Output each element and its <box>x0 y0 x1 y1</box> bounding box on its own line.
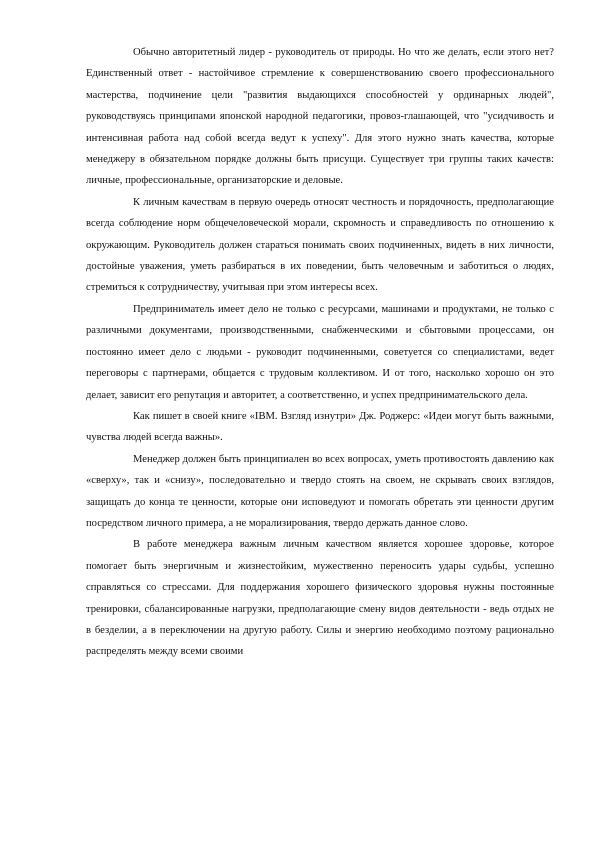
paragraph-authority: Обычно авторитетный лидер - руководитель от природы. Но что же делать, если этого нет? Единственный ответ - настойчивое стремление к совершенствованию своего профессионального мастерства, подчинение цели "развития выдающихся способностей у ординарных людей", руководствуясь принципами японской народной педагогики, провоз-глашающей, что "усидчивость и интенсивная работа над собой всегда ведут к успеху". Для этого нужно знать качества, которые менеджеру в обязательном порядке должны быть присущи. Существует три группы таких качеств: личные, профессиональные, организаторские и деловые. <box>86 47 554 187</box>
paragraph-health: В работе менеджера важным личным качеством является хорошее здоровье, которое помогает быть энергичным и жизнестойким, мужественно переносить удары судьбы, успешно справляться со стрессами. Для поддержания хорошего физического здоровья нужны постоянные тренировки, сбалансированные нагрузки, предполагающие смену видов деятельности - ведь отдых не в безделии, а в переключении на другую работу. Силы и энергию необходимо поэтому рационально распределять между всеми своими <box>86 539 554 658</box>
document-body <box>86 42 554 663</box>
paragraph-principles: Менеджер должен быть принципиален во всех вопросах, уметь противостоять давлению как «сверху», так и «снизу», последовательно и твердо стоять на своем, не скрывать своих взглядов, защищать до конца те ценности, которые они исповедуют и помогать обретать эти ценности другим посредством личного примера, а не морализирования, твердо держать данное слово. <box>86 453 554 529</box>
paragraph-entrepreneur: Предприниматель имеет дело не только с ресурсами, машинами и продуктами, не только с различными документами, производственными, снабженческими и сбытовыми процессами, он постоянно имеет дело с людьми - руководит подчиненными, советуется со специалистами, ведет переговоры с партнерами, общается с трудовым коллективом. И от того, насколько хорошо он это делает, зависит его репутация и авторитет, а соответственно, и успех предпринимательского дела. <box>86 303 554 401</box>
paragraph-personal-qualities: К личным качествам в первую очередь относят честность и порядочность, предполагающие всегда соблюдение норм общечеловеческой морали, скромность и справедливость по отношению к окружающим. Руководитель должен стараться понимать своих подчиненных, видеть в них личности, достойные уважения, уметь разбираться в их поведении, быть человечным и заботиться о людях, стремиться к сотрудничеству, учитывая при этом интересы всех. <box>86 196 554 294</box>
paragraph-rogers-quote: Как пишет в своей книге «IBM. Взгляд изнутри» Дж. Роджерс: «Идеи могут быть важными, чувства людей всегда важны». <box>86 410 554 444</box>
